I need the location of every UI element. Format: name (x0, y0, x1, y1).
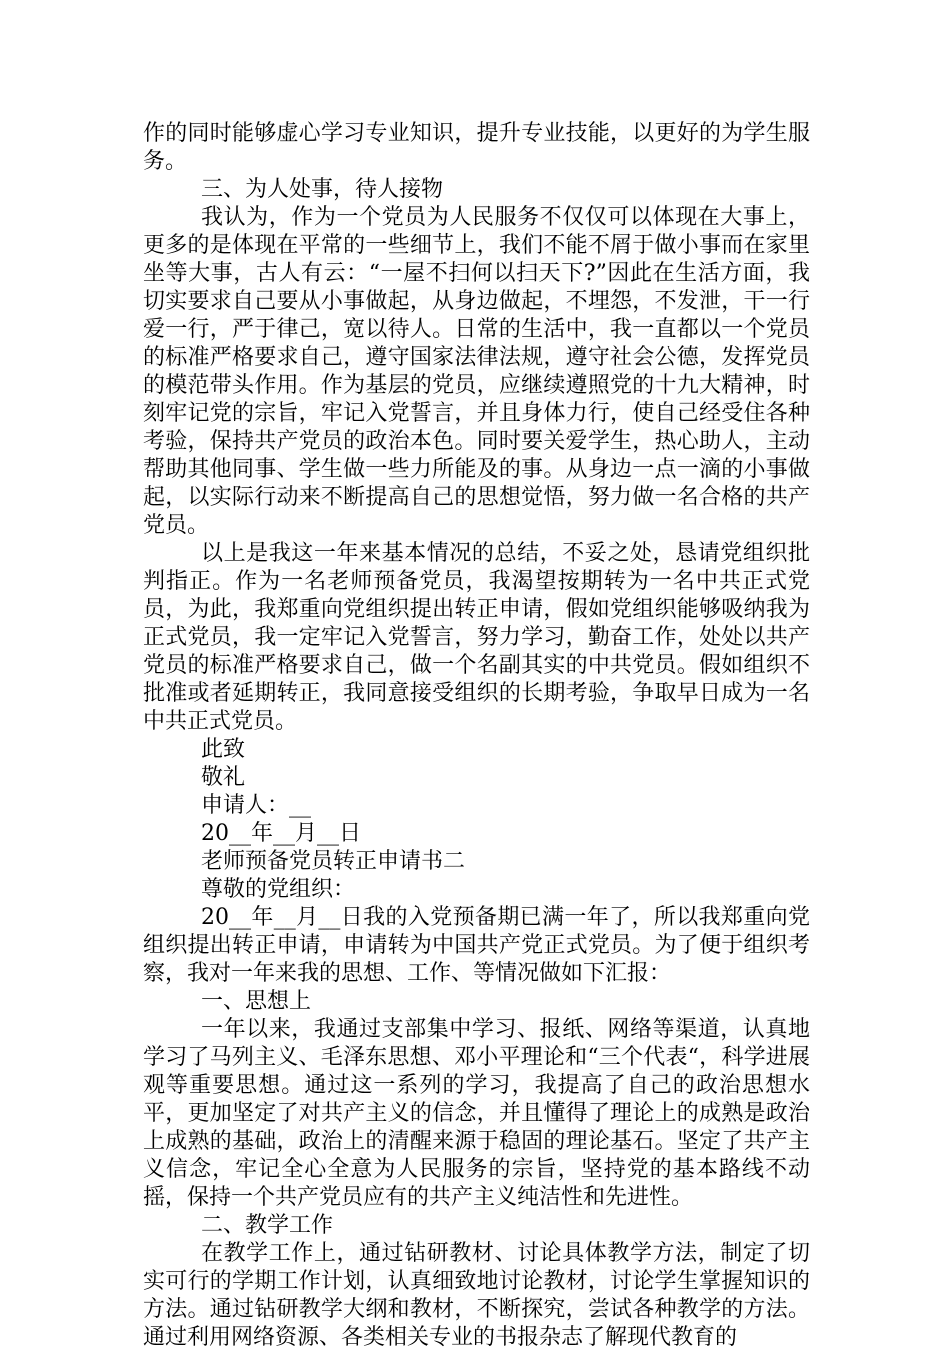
section-heading-one: 一、思想上 (201, 989, 312, 1014)
paragraph-teaching: 在教学工作上，通过钻研教材、讨论具体教学方法，制定了切实可行的学期工作计划，认真细致地讨论教材，讨论学生掌握知识的方法。通过钻研教学大纲和教材，不断探究，尝试各种教学的方法。通过利用网络资源、各类相关专业的书报杂志了解现代教育的 (143, 1241, 810, 1350)
letter-two-greeting: 尊敬的党组织： (201, 877, 356, 902)
paragraph-summary: 以上是我这一年来基本情况的总结，不妥之处，恳请党组织批判指正。作为一名老师预备党员，我渴望按期转为一名中共正式党员，为此，我郑重向党组织提出转正申请，假如党组织能够吸纳我为正式党员，我一定牢记入党誓言，努力学习，勤奋工作，处处以共产党员的标准严格要求自己，做一个名副其实的中共党员。假如组织不批准或者延期转正，我同意接受组织的长期考验，争取早日成为一名中共正式党员。 (143, 541, 810, 734)
paragraph-conduct: 我认为，作为一个党员为人民服务不仅仅可以体现在大事上，更多的是体现在平常的一些细节上，我们不能不屑于做小事而在家里坐等大事，古人有云：“一屋不扫何以扫天下?”因此在生活方面，我切实要求自己要从小事做起，从身边做起，不埋怨，不发泄，干一行爱一行，严于律己，宽以待人。日常的生活中，我一直都以一个党员的标准严格要求自己，遵守国家法律法规，遵守社会公德，发挥党员的模范带头作用。作为基层的党员，应继续遵照党的十九大精神，时刻牢记党的宗旨，牢记入党誓言，并且身体力行，使自己经受住各种考验，保持共产党员的政治本色。同时要关爱学生，热心助人，主动帮助其他同事、学生做一些力所能及的事。从身边一点一滴的小事做起，以实际行动来不断提高自己的思想觉悟，努力做一名合格的共产党员。 (143, 205, 810, 538)
paragraph-continuation: 作的同时能够虚心学习专业知识，提升专业技能，以更好的为学生服务。 (143, 121, 810, 174)
closing-regards: 敬礼 (201, 765, 246, 790)
section-heading-three: 三、为人处事，待人接物 (201, 177, 444, 202)
date-line: 20__年__月__日 (201, 821, 361, 846)
paragraph-ideology: 一年以来，我通过支部集中学习、报纸、网络等渠道，认真地学习了马列主义、毛泽东思想、邓小平理论和“三个代表“，科学进展观等重要思想。通过这一系列的学习，我提高了自己的政治思想水平，更加坚定了对共产主义的信念，并且懂得了理论上的成熟是政治上成熟的基础，政治上的清醒来源于稳固的理论基石。坚定了共产主义信念，牢记全心全意为人民服务的宗旨，坚持党的基本路线不动摇，保持一个共产党员应有的共产主义纯洁性和先进性。 (143, 1017, 810, 1210)
document-page (143, 120, 810, 1352)
paragraph-intro: 20__年__月__日我的入党预备期已满一年了，所以我郑重向党组织提出转正申请，申请转为中国共产党正式党员。为了便于组织考察，我对一年来我的思想、工作、等情况做如下汇报： (143, 905, 810, 986)
applicant-line: 申请人：__ (201, 793, 312, 818)
section-heading-two: 二、教学工作 (201, 1213, 334, 1238)
closing-salutation: 此致 (201, 737, 246, 762)
letter-two-title: 老师预备党员转正申请书二 (201, 849, 466, 874)
